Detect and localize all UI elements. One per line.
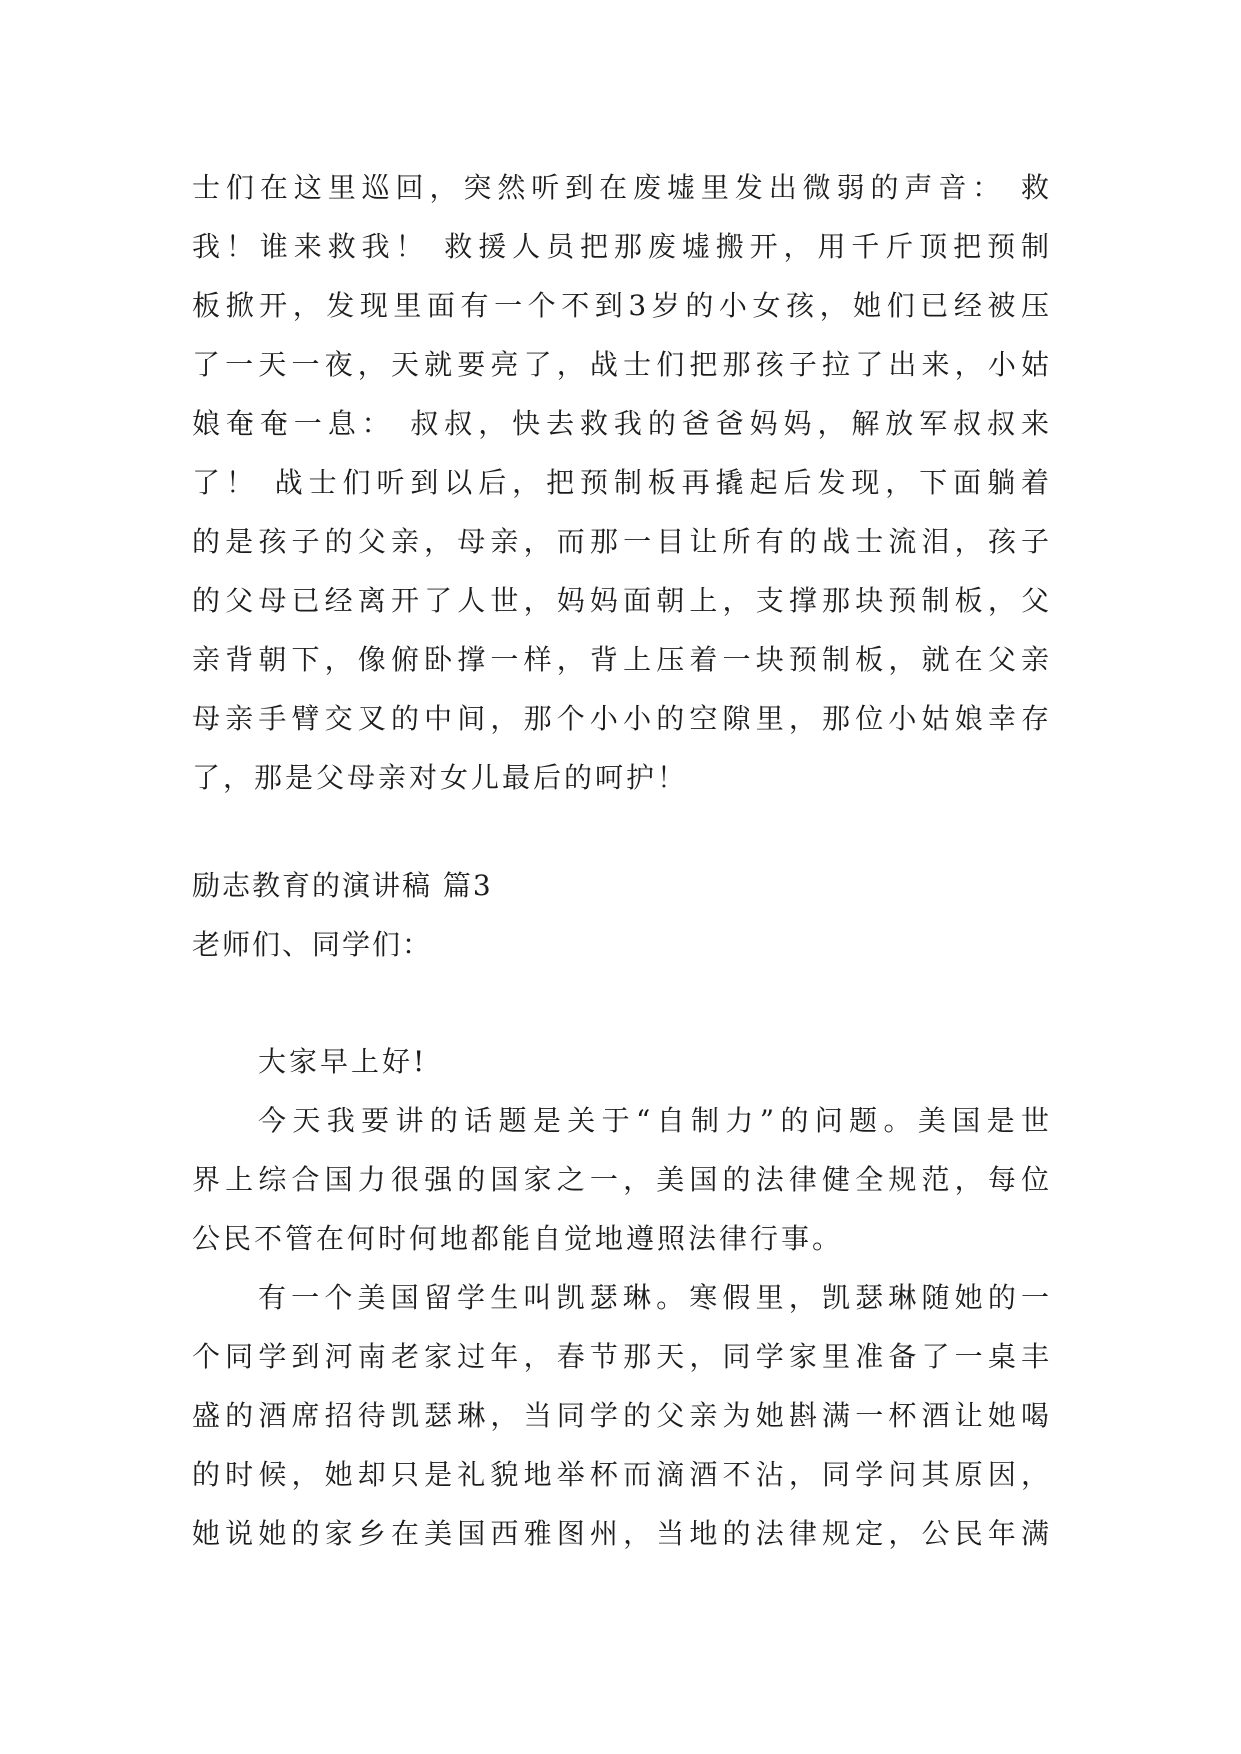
- paragraph-line: 有一个美国留学生叫凯瑟琳。寒假里，凯瑟琳随她的一: [258, 1281, 1052, 1314]
- paragraph-line: 我！谁来救我！ 救援人员把那废墟搬开，用千斤顶把预制: [192, 230, 1052, 263]
- paragraph-line: 个同学到河南老家过年，春节那天，同学家里准备了一桌丰: [192, 1340, 1052, 1373]
- paragraph-line: 亲背朝下，像俯卧撑一样，背上压着一块预制板，就在父亲: [192, 643, 1052, 676]
- paragraph-line: 的父母已经离开了人世，妈妈面朝上，支撑那块预制板，父: [192, 584, 1052, 617]
- speech-body: [192, 1032, 1052, 1563]
- section-header: [192, 856, 1052, 974]
- continued-paragraph: [192, 158, 1052, 807]
- paragraph-line: 界上综合国力很强的国家之一，美国的法律健全规范，每位: [192, 1163, 1052, 1196]
- paragraph-line: 今天我要讲的话题是关于“自制力”的问题。美国是世: [258, 1104, 1052, 1137]
- paragraph-line: 板掀开，发现里面有一个不到3岁的小女孩，她们已经被压: [192, 289, 1052, 322]
- paragraph-line: 盛的酒席招待凯瑟琳，当同学的父亲为她斟满一杯酒让她喝: [192, 1399, 1052, 1432]
- paragraph-line: 了一天一夜，天就要亮了，战士们把那孩子拉了出来，小姑: [192, 348, 1052, 381]
- paragraph-line: 的是孩子的父亲，母亲，而那一目让所有的战士流泪，孩子: [192, 525, 1052, 558]
- paragraph-line: 士们在这里巡回，突然听到在废墟里发出微弱的声音： 救: [192, 171, 1052, 204]
- paragraph-line: 的时候，她却只是礼貌地举杯而滴酒不沾，同学问其原因，: [192, 1458, 1052, 1491]
- paragraph-line: 她说她的家乡在美国西雅图州，当地的法律规定，公民年满: [192, 1517, 1052, 1550]
- salutation: 老师们、同学们：: [192, 928, 433, 961]
- greeting: 大家早上好!: [258, 1045, 428, 1078]
- paragraph-line: 了！ 战士们听到以后，把预制板再撬起后发现，下面躺着: [192, 466, 1052, 499]
- paragraph-line: 公民不管在何时何地都能自觉地遵照法律行事。: [192, 1222, 844, 1255]
- paragraph-line: 母亲手臂交叉的中间，那个小小的空隙里，那位小姑娘幸存: [192, 702, 1052, 735]
- paragraph-line: 了，那是父母亲对女儿最后的呵护！: [192, 761, 689, 794]
- section-heading: 励志教育的演讲稿 篇3: [192, 869, 493, 902]
- paragraph: [192, 1268, 1052, 1563]
- paragraph-line: 娘奄奄一息： 叔叔，快去救我的爸爸妈妈，解放军叔叔来: [192, 407, 1052, 440]
- paragraph: [192, 1091, 1052, 1268]
